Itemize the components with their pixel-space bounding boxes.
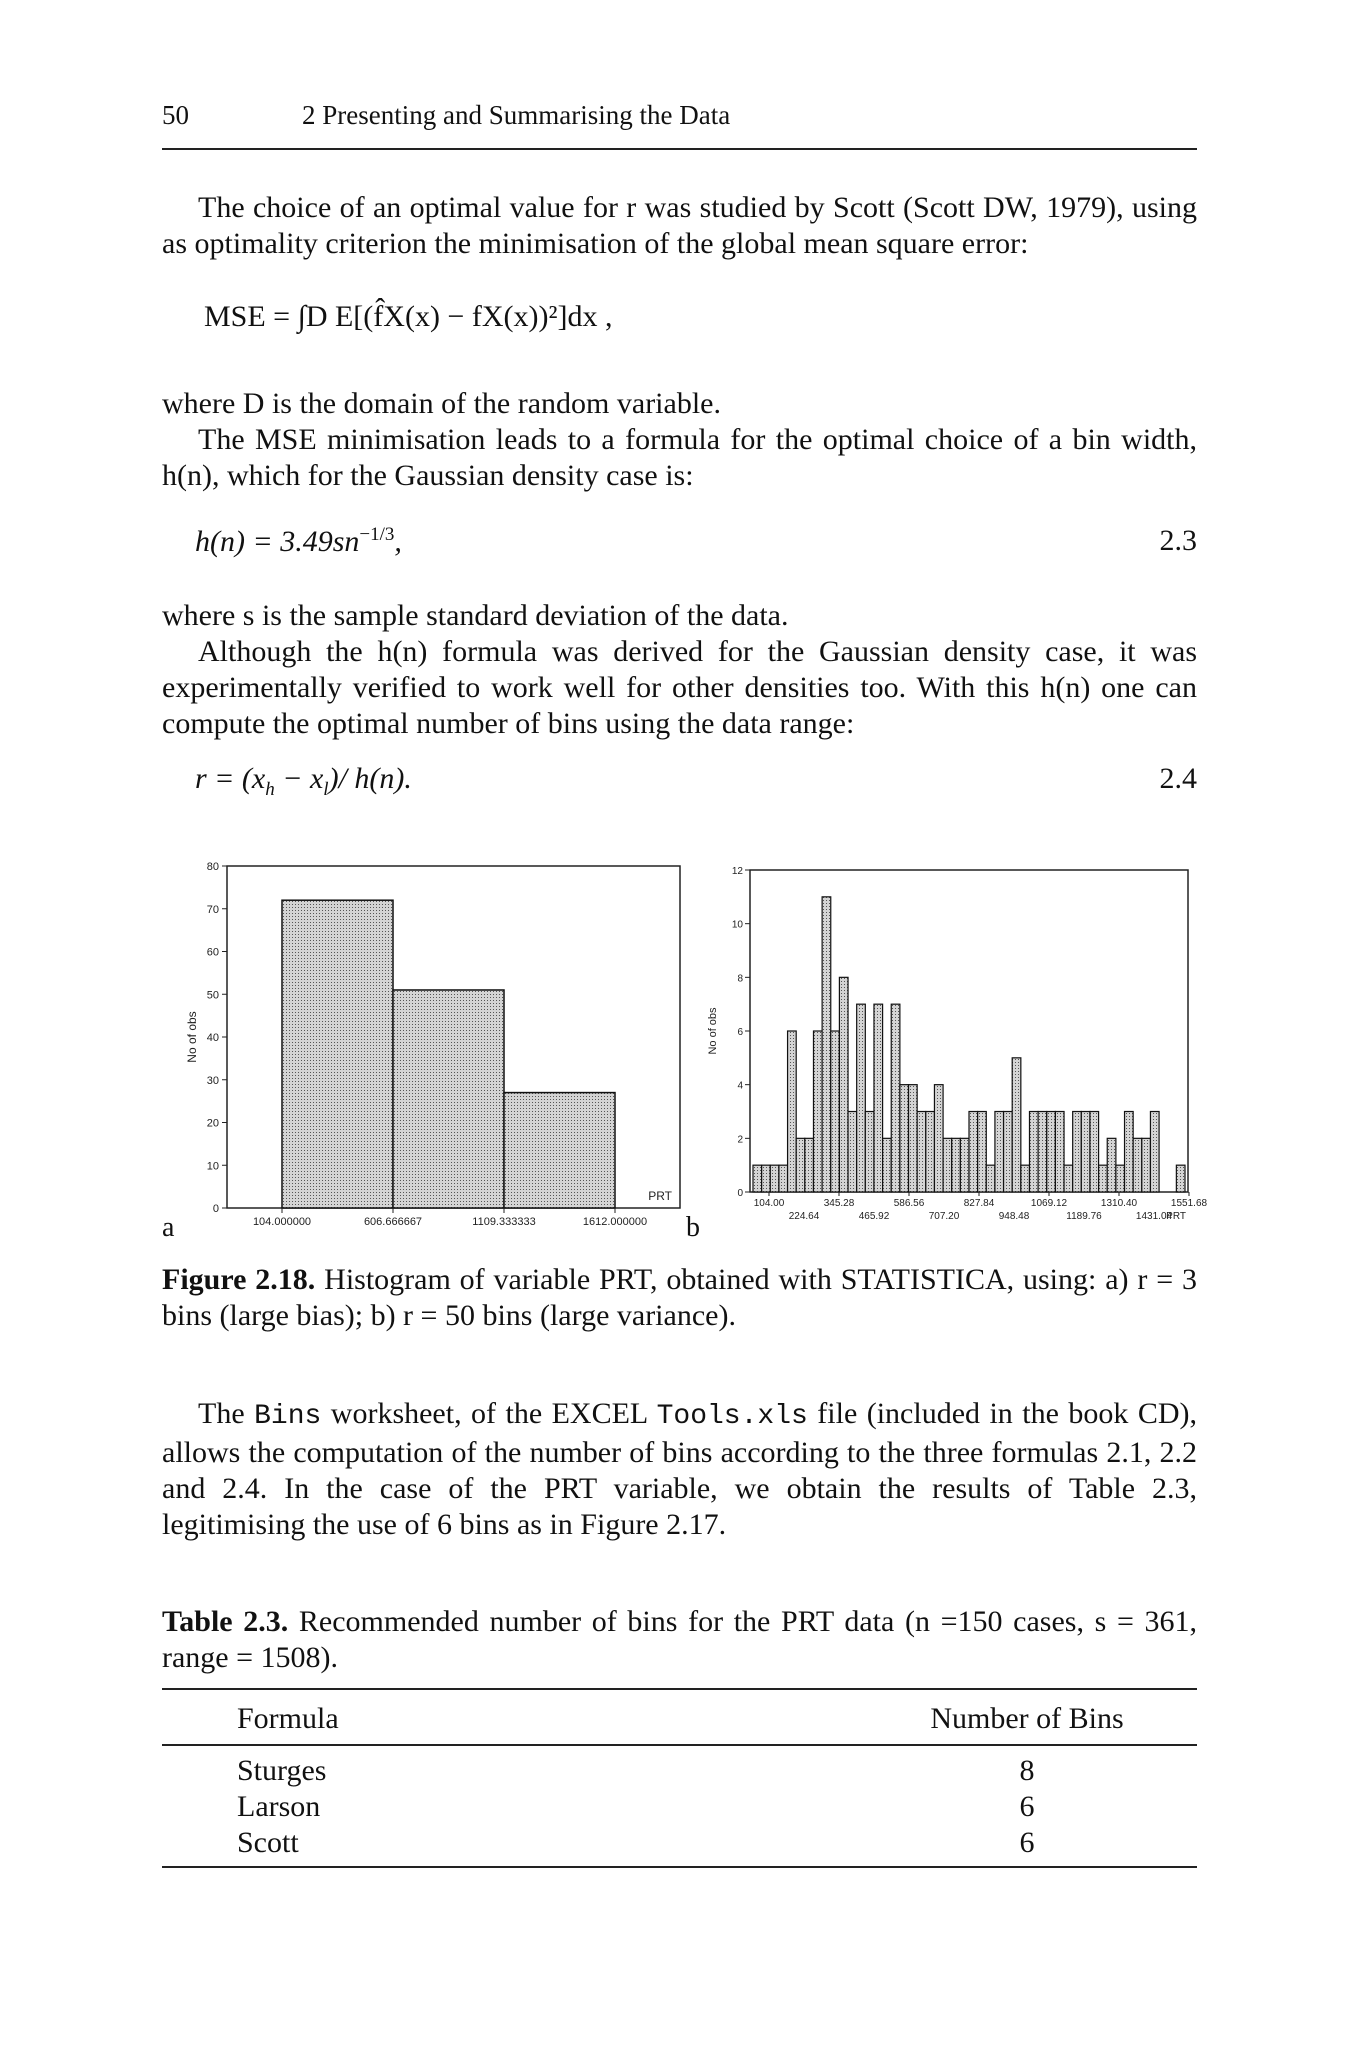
histogram-bar: [779, 1165, 788, 1192]
histogram-bar: [995, 1112, 1004, 1193]
y-axis-label: No of obs: [707, 1007, 719, 1055]
x-tick-label: 1612.000000: [582, 1216, 648, 1228]
y-tick-label: 20: [206, 1117, 219, 1130]
histogram-bar: [978, 1112, 987, 1193]
x-tick-label: 606.666667: [363, 1216, 423, 1228]
paragraph-2-first-line: where D is the domain of the random variable.: [162, 387, 721, 420]
y-tick-label: 30: [206, 1074, 219, 1087]
table-cell-formula: Larson: [237, 1790, 321, 1823]
x-tick-label: 465.92: [858, 1211, 890, 1222]
y-tick-label: 0: [737, 1188, 743, 1199]
equation-2-3-exponent: −1/3: [359, 524, 395, 545]
x-tick-label: 104.00: [753, 1198, 785, 1209]
x-tick-label: 1431.04: [1135, 1211, 1173, 1222]
histogram-bar: [796, 1138, 805, 1192]
equation-2-4-sub-l: l: [323, 779, 329, 800]
y-tick-label: 60: [206, 946, 219, 959]
paragraph-3: Although the h(n) formula was derived for the Gaussian density case, it was experimentally verified to work well for other densities too. With this h(n) one can compute the optimal number of bins using the data range:: [162, 635, 1197, 740]
histogram-bar: [926, 1112, 935, 1193]
table-bottom-rule: [162, 1866, 1197, 1868]
table-cell-formula: Sturges: [237, 1754, 327, 1787]
table-cell-bins: 6: [1019, 1826, 1035, 1859]
equation-2-3-body: h(n) = 3.49sn: [195, 525, 360, 558]
table-caption: [162, 1604, 1197, 1676]
x-tick-label: 345.28: [823, 1198, 855, 1209]
histogram-bar: [1073, 1112, 1082, 1193]
histogram-bar: [1125, 1112, 1134, 1193]
histogram-bar: [986, 1165, 995, 1192]
y-axis-label: No of obs: [185, 1011, 199, 1063]
figure-caption-label: Figure 2.18.: [162, 1263, 316, 1296]
histogram-bar: [504, 1093, 615, 1208]
histogram-bar: [1176, 1165, 1185, 1192]
paragraph-4-part-c: file (included in the book CD), allows the computation of the number of bins according to the three formulas 2.1, 2.2 and 2.4. In the case of the PRT variable, we obtain the results of Table 2.3, legitimising the use of 6 bins as in Figure 2.17.: [162, 1397, 1197, 1541]
histogram-b-svg: [700, 855, 1208, 1240]
histogram-bar: [822, 897, 831, 1192]
x-tick-label: 1069.12: [1030, 1198, 1068, 1209]
histogram-bar: [943, 1138, 952, 1192]
panel-a-label: a: [162, 1212, 175, 1243]
y-tick-label: 50: [206, 989, 219, 1002]
x-tick-label: 707.20: [928, 1211, 960, 1222]
equation-2-3: [195, 524, 402, 559]
x-axis-label: PRT: [1166, 1211, 1186, 1222]
histogram-bar: [934, 1085, 943, 1192]
histogram-bar: [839, 977, 848, 1192]
x-tick-label: 1310.40: [1100, 1198, 1138, 1209]
y-tick-label: 0: [212, 1203, 219, 1215]
code-tools-xls: Tools.xls: [656, 1401, 808, 1432]
y-tick-label: 40: [206, 1032, 219, 1044]
panel-b-label: b: [686, 1212, 700, 1243]
figure-caption-text: Histogram of variable PRT, obtained with STATISTICA, using: a) r = 3 bins (large bias); b) r = 50 bins (large variance).: [162, 1263, 1198, 1332]
x-tick-label: 827.84: [963, 1198, 995, 1209]
histogram-bar: [909, 1085, 918, 1192]
header-rule: [162, 148, 1197, 150]
histogram-a-svg: [175, 850, 695, 1240]
histogram-bar: [1150, 1112, 1159, 1193]
table-top-rule: [162, 1688, 1197, 1690]
histogram-bar: [1142, 1138, 1151, 1192]
equation-2-4-number: 2.4: [1159, 762, 1197, 795]
histogram-bar: [1107, 1138, 1116, 1192]
y-tick-label: 4: [737, 1080, 743, 1092]
paragraph-4-part-a: The: [198, 1397, 255, 1430]
table-header-rule: [162, 1744, 1197, 1746]
equation-2-3-tail: ,: [394, 525, 402, 558]
y-tick-label: 80: [206, 861, 219, 873]
histogram-bar: [900, 1085, 909, 1192]
paragraph-1: The choice of an optimal value for r was studied by Scott (Scott DW, 1979), using as optimality criterion the minimisation of the global mean square error:: [162, 191, 1197, 260]
x-tick-label: 1551.68: [1170, 1198, 1208, 1209]
table-caption-text: Recommended number of bins for the PRT data (n =150 cases, s = 361, range = 1508).: [162, 1605, 1198, 1674]
histogram-bar: [813, 1031, 822, 1192]
table-cell-bins: 6: [1019, 1790, 1035, 1823]
y-tick-label: 10: [206, 1160, 219, 1173]
histogram-bar: [1116, 1165, 1125, 1192]
equation-2-4-head: r = (x: [195, 762, 266, 795]
x-tick-label: 1189.76: [1066, 1211, 1102, 1222]
table-cell-formula: Scott: [237, 1826, 299, 1859]
x-axis-label: PRT: [648, 1189, 672, 1203]
histogram-bar: [282, 900, 393, 1208]
table-header-number-of-bins: Number of Bins: [930, 1702, 1124, 1735]
table-header-formula: Formula: [237, 1702, 339, 1735]
y-tick-label: 70: [206, 903, 219, 916]
histogram-bar: [883, 1138, 892, 1192]
histogram-bar: [1133, 1138, 1142, 1192]
histogram-bar: [891, 1004, 900, 1192]
histogram-bar: [1055, 1112, 1064, 1193]
table-cell-bins: 8: [1019, 1754, 1035, 1787]
histogram-bar: [857, 1004, 866, 1192]
histogram-bar: [788, 1031, 797, 1192]
histogram-bar: [1081, 1112, 1090, 1193]
histogram-bar: [874, 1004, 883, 1192]
x-tick-label: 224.64: [788, 1211, 820, 1222]
histogram-bar: [1038, 1112, 1047, 1193]
histogram-bar: [1099, 1165, 1108, 1192]
histogram-bar: [805, 1138, 814, 1192]
histogram-bar: [831, 1031, 840, 1192]
paragraph-4-part-b: worksheet, of the EXCEL: [321, 1397, 657, 1430]
equation-2-4: [195, 762, 412, 801]
histogram-bar: [848, 1112, 857, 1193]
histogram-bar: [952, 1138, 961, 1192]
y-tick-label: 6: [737, 1027, 743, 1038]
histogram-bar: [770, 1165, 779, 1192]
histogram-bar: [1021, 1165, 1030, 1192]
paragraph-3-first-line: where s is the sample standard deviation of the data.: [162, 599, 789, 632]
histogram-a: [175, 850, 695, 1240]
histogram-bar: [865, 1112, 874, 1193]
equation-2-4-tail: )/ h(n).: [328, 762, 412, 795]
x-tick-label: 948.48: [998, 1211, 1030, 1222]
figure-caption: [162, 1262, 1197, 1334]
histogram-bar: [753, 1165, 762, 1192]
histogram-bar: [1012, 1058, 1021, 1192]
histogram-bar: [960, 1138, 969, 1192]
equation-2-4-sub-h: h: [265, 779, 275, 800]
page-number: 50: [162, 100, 189, 130]
y-tick-label: 2: [737, 1134, 743, 1146]
y-tick-label: 12: [731, 866, 743, 877]
histogram-bar: [969, 1112, 978, 1193]
histogram-b: [700, 855, 1208, 1240]
histogram-bar: [393, 990, 504, 1208]
x-tick-label: 586.56: [893, 1198, 925, 1209]
x-tick-label: 1109.333333: [472, 1216, 536, 1228]
paragraph-2: The MSE minimisation leads to a formula for the optimal choice of a bin width, h(n), which for the Gaussian density case is:: [162, 423, 1197, 492]
histogram-bar: [917, 1112, 926, 1193]
table-caption-label: Table 2.3.: [162, 1605, 289, 1638]
equation-2-3-number: 2.3: [1159, 524, 1197, 557]
mse-equation: MSE = ∫D E[(f̂X(x) − fX(x))²]dx ,: [204, 300, 613, 333]
histogram-bar: [762, 1165, 771, 1192]
histogram-bar: [1064, 1165, 1073, 1192]
x-tick-label: 104.000000: [252, 1216, 312, 1228]
histogram-bar: [1004, 1112, 1013, 1193]
code-bins: Bins: [254, 1401, 322, 1432]
paragraph-4: [162, 1396, 1197, 1543]
y-tick-label: 10: [731, 919, 743, 931]
equation-2-4-mid: − x: [274, 762, 324, 795]
histogram-bar: [1047, 1112, 1056, 1193]
y-tick-label: 8: [737, 973, 743, 985]
histogram-bar: [1029, 1112, 1038, 1193]
running-title: 2 Presenting and Summarising the Data: [302, 100, 731, 130]
histogram-bar: [1090, 1112, 1099, 1193]
